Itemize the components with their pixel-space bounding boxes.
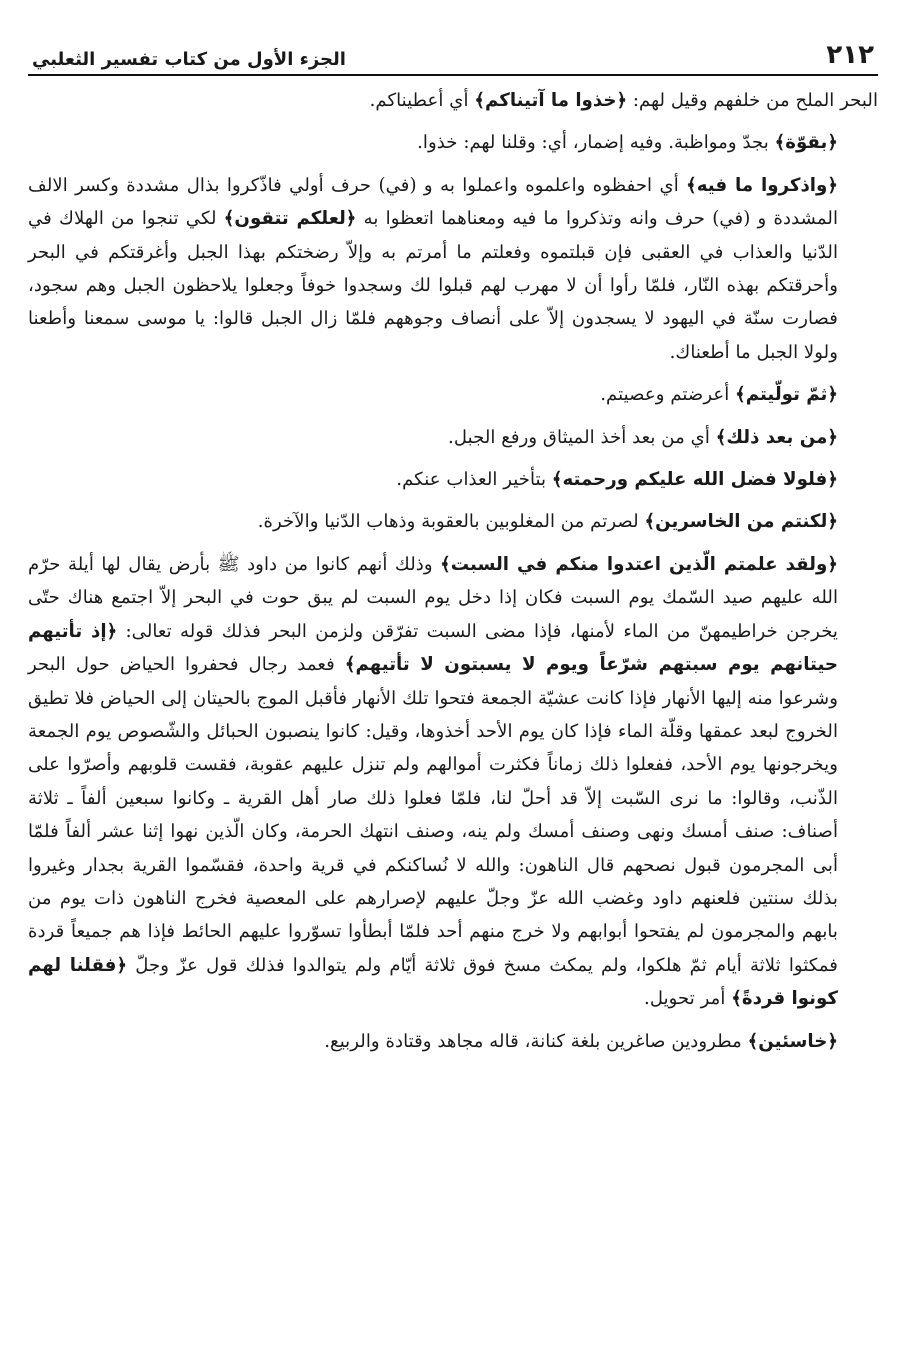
quran-quote: ﴿خاسئين﴾ <box>747 1030 838 1052</box>
paragraph-7 <box>28 505 878 538</box>
quran-quote: ﴿فلولا فضل الله عليكم ورحمته﴾ <box>551 469 838 491</box>
quran-quote: ﴿بقوّة﴾ <box>774 132 838 154</box>
body-text <box>28 84 878 1058</box>
quran-quote: ﴿من بعد ذلك﴾ <box>715 426 838 448</box>
quran-quote: ﴿لكنتم من الخاسرين﴾ <box>644 511 838 533</box>
paragraph-8 <box>28 548 878 1016</box>
quran-quote: ﴿واذكروا ما فيه﴾ <box>686 174 839 196</box>
text-span: أي أعطيناكم. <box>369 90 475 111</box>
header-rule <box>28 74 878 76</box>
text-span: أمر تحويل. <box>644 988 732 1010</box>
running-header <box>28 26 878 70</box>
quran-quote: ﴿فقلنا لهم كونوا قردةً﴾ <box>28 954 838 1010</box>
text-span: أعرضتم وعصيتم. <box>600 384 736 406</box>
paragraph-4 <box>28 378 878 411</box>
text-span: البحر الملح من خلفهم وقيل لهم: <box>627 90 878 111</box>
book-page <box>28 26 878 1058</box>
quran-quote: ﴿ثمّ تولّيتم﴾ <box>735 384 838 406</box>
quran-quote: ﴿إذ تأتيهم حيتانهم يوم سبتهم شرّعاً ويوم لا يسبتون لا تأتيهم﴾ <box>28 620 838 676</box>
paragraph-9 <box>28 1025 878 1058</box>
paragraph-3 <box>28 169 878 369</box>
quran-quote: ﴿خذوا ما آتيناكم﴾ <box>474 90 628 111</box>
text-span: لكي تنجوا من الهلاك في الدّنيا والعذاب في العقبى فإن قبلتموه وفعلتم ما أمرتم به وإلاّ رضختكم بهذا الجبل وأغرقتكم في البحر وأحرقتكم بهذه النّار، فلمّا رأوا أن لا مهرب لهم قبلوا لك وسجدوا خوفاً وجعلوا يلاحظون الجبل وهم سجود، فصارت سنّة في اليهود لا يسجدون إلاّ على أنصاف وجوههم فلمّا زال الجبل قالوا: يا موسى سمعنا وأطعنا ولولا الجبل ما أطعناك. <box>28 208 838 363</box>
paragraph-5 <box>28 421 878 454</box>
page-number: ٢١٢ <box>826 40 874 70</box>
text-span: فعمد رجال فحفروا الحياض حول البحر وشرعوا منه إليها الأنهار فإذا كانت عشيّة الجمعة فتحوا تلك الأنهار فأقبل الموج بالحيتان إلى الحياض فلا تطيق الخروج لبعد عمقها وقلّة الماء فإذا كان يوم الأحد أخذوها، وقيل: كانوا ينصبون الحبائل والشّصوص يوم الجمعة ويخرجونها يوم الأحد، ففعلوا ذلك زماناً فكثرت أموالهم ولم تنزل عليهم عقوبة، فقست قلوبهم وأصرّوا على الذّنب، وقالوا: ما نرى السّبت إلاّ قد أحلّ لنا، فلمّا فعلوا ذلك صار أهل القرية ـ وكانوا سبعين ألفاً ـ ثلاثة أصناف: صنف أمسك ونهى وصنف أمسك ولم ينه، وصنف انتهك الحرمة، وكان الّذين نهوا إثنا عشر ألفاً فلمّا أبى المجرمون قبول نصحهم قال الناهون: والله لا نُساكنكم في قرية واحدة، فقسّموا القرية بجدار وغيروا بذلك سنتين فلعنهم داود وغضب الله عزّ وجلّ عليهم لإصرارهم على المعصية فخرج الناهون ذات يوم من بابهم والمجرمون لم يفتحوا أبوابهم ولا خرج منهم أحد فلمّا أبطأوا تسوّروا عليهم الحائط فإذا هم جميعاً قردة فمكثوا ثلاثة أيام ثمّ هلكوا، ولم يمكث مسخ فوق ثلاثة أيّام ولم يتوالدوا فذلك قول عزّ وجلّ <box>28 654 839 976</box>
quran-quote: ﴿ولقد علمتم الّذين اعتدوا منكم في السبت﴾ <box>440 553 838 575</box>
text-span: بجدّ ومواظبة. وفيه إضمار، أي: وقلنا لهم: خذوا. <box>417 132 775 154</box>
text-span: أي احفظوه واعلموه واعملوا به و (في) حرف أولي فاذّكروا بذال مشددة وكسر الالف المشددة و (في) حرف وانه وتذكروا ما فيه ومعناهما اتعظوا به <box>28 174 838 230</box>
text-span: مطرودين صاغرين بلغة كنانة، قاله مجاهد وقتادة والربيع. <box>324 1030 748 1052</box>
paragraph-1 <box>28 84 878 117</box>
text-span: بتأخير العذاب عنكم. <box>396 469 552 491</box>
quran-quote: ﴿لعلكم تتقون﴾ <box>223 208 357 230</box>
book-title: الجزء الأول من كتاب تفسير الثعلبي <box>32 49 346 70</box>
paragraph-6 <box>28 463 878 496</box>
text-span: لصرتم من المغلوبين بالعقوبة وذهاب الدّنيا والآخرة. <box>257 511 645 533</box>
text-span: أي من بعد أخذ الميثاق ورفع الجبل. <box>448 426 716 448</box>
paragraph-2 <box>28 126 878 159</box>
text-span: وذلك أنهم كانوا من داود ﷺ بأرض يقال لها أيلة حرّم الله عليهم صيد السّمك يوم السبت فكان إذا دخل يوم السبت لم يبق حوت في البحر إلاّ اجتمع هناك حتّى يخرجن خراطيمهنّ من الماء لأمنها، فإذا مضى السبت تفرّقن ولزمن البحر فذلك قوله تعالى: <box>28 553 838 642</box>
